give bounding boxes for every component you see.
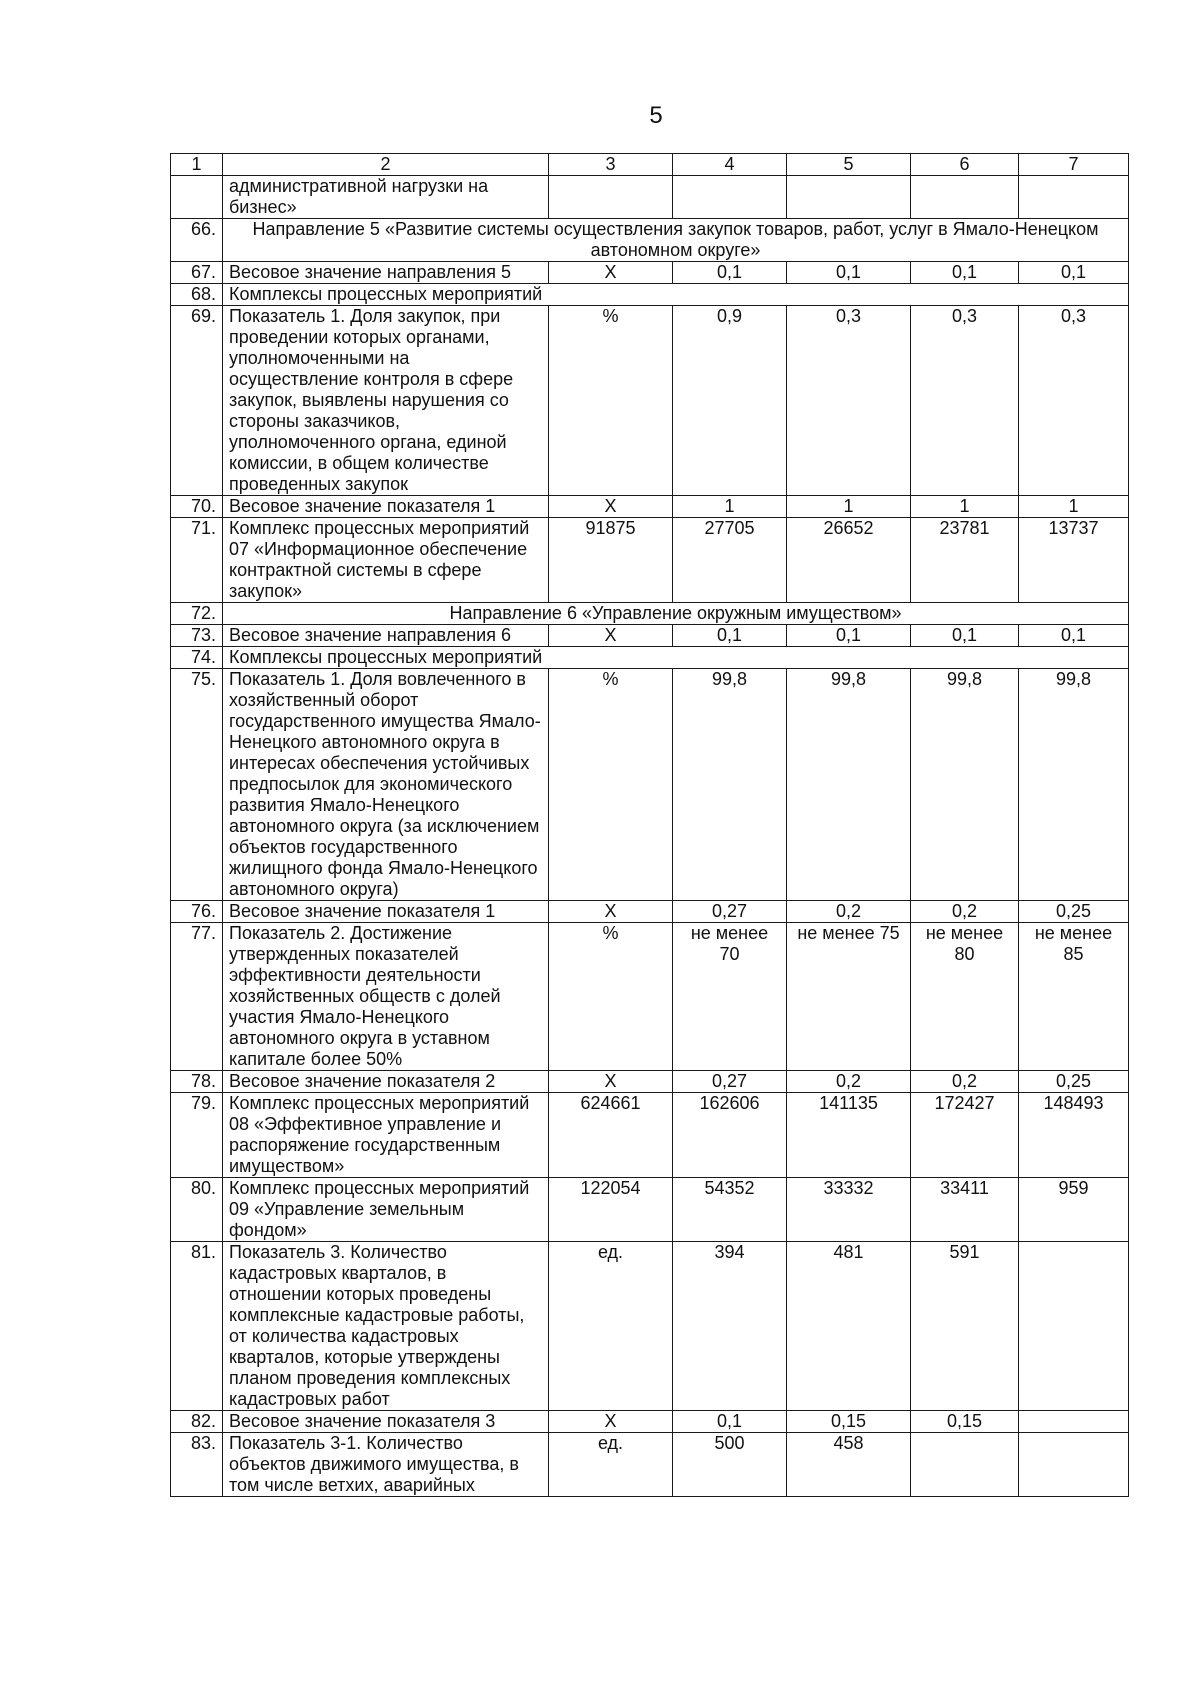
value-col-4: 27705 (673, 518, 787, 603)
value-col-6: 0,1 (911, 262, 1019, 284)
table-row (171, 669, 1129, 901)
value-col-5: 0,1 (787, 262, 911, 284)
value-col-3: ед. (549, 1433, 673, 1497)
row-number: 83. (171, 1433, 223, 1497)
table-row (171, 647, 1129, 669)
header-cell-7: 7 (1019, 154, 1129, 176)
value-col-3: 122054 (549, 1178, 673, 1242)
value-col-5: 0,3 (787, 306, 911, 496)
value-col-7: 148493 (1019, 1093, 1129, 1178)
header-cell-4: 4 (673, 154, 787, 176)
value-col-3: X (549, 496, 673, 518)
value-col-3: X (549, 262, 673, 284)
section-heading: Комплексы процессных мероприятий (223, 647, 1129, 669)
value-col-3: X (549, 1411, 673, 1433)
value-col-3: 91875 (549, 518, 673, 603)
row-description: Показатель 1. Доля закупок, при проведении которых органами, уполномоченными на осуществление контроля в сфере закупок, выявлены нарушения со стороны заказчиков, уполномоченного органа, единой комиссии, в общем количестве проведенных закупок (223, 306, 549, 496)
value-col-4: 0,1 (673, 262, 787, 284)
row-number: 71. (171, 518, 223, 603)
data-table (170, 153, 1129, 1497)
row-number: 78. (171, 1071, 223, 1093)
row-description: Весовое значение направления 6 (223, 625, 549, 647)
row-description: Весовое значение показателя 3 (223, 1411, 549, 1433)
header-cell-1: 1 (171, 154, 223, 176)
table-row (171, 1071, 1129, 1093)
value-col-7 (1019, 1411, 1129, 1433)
value-col-5: 99,8 (787, 669, 911, 901)
row-description: Комплекс процессных мероприятий 09 «Управление земельным фондом» (223, 1178, 549, 1242)
value-col-6: 0,2 (911, 1071, 1019, 1093)
row-number: 77. (171, 923, 223, 1071)
row-number: 66. (171, 219, 223, 262)
table-row (171, 1242, 1129, 1411)
value-col-7: 0,25 (1019, 1071, 1129, 1093)
value-col-5: 481 (787, 1242, 911, 1411)
value-col-7: 13737 (1019, 518, 1129, 603)
row-number: 68. (171, 284, 223, 306)
value-col-5: 0,2 (787, 901, 911, 923)
row-description: Показатель 3. Количество кадастровых кварталов, в отношении которых проведены комплексные кадастровые работы, от количества кадастровых кварталов, которые утверждены планом проведения комплексных кадастровых работ (223, 1242, 549, 1411)
row-number: 75. (171, 669, 223, 901)
value-col-3: X (549, 625, 673, 647)
value-col-6: 0,3 (911, 306, 1019, 496)
table-row (171, 306, 1129, 496)
value-col-5: 33332 (787, 1178, 911, 1242)
value-col-7: 0,3 (1019, 306, 1129, 496)
row-number: 81. (171, 1242, 223, 1411)
row-description: административной нагрузки на бизнес» (223, 176, 549, 219)
value-col-6: не менее 80 (911, 923, 1019, 1071)
row-number: 73. (171, 625, 223, 647)
section-heading: Комплексы процессных мероприятий (223, 284, 1129, 306)
section-heading: Направление 6 «Управление окружным имуществом» (223, 603, 1129, 625)
table-row (171, 901, 1129, 923)
value-col-5: 1 (787, 496, 911, 518)
value-col-5: 0,2 (787, 1071, 911, 1093)
value-col-3: % (549, 669, 673, 901)
value-col-4: 99,8 (673, 669, 787, 901)
value-col-5: 26652 (787, 518, 911, 603)
value-col-6: 1 (911, 496, 1019, 518)
section-heading: Направление 5 «Развитие системы осуществления закупок товаров, работ, услуг в Ямало-Ненецком автономном округе» (223, 219, 1129, 262)
value-col-5: 458 (787, 1433, 911, 1497)
table-row (171, 1178, 1129, 1242)
value-col-3: 624661 (549, 1093, 673, 1178)
value-col-5 (787, 176, 911, 219)
table-header-row (171, 154, 1129, 176)
row-number: 80. (171, 1178, 223, 1242)
value-col-6: 591 (911, 1242, 1019, 1411)
value-col-3: ед. (549, 1242, 673, 1411)
value-col-6: 23781 (911, 518, 1019, 603)
table-row (171, 923, 1129, 1071)
value-col-4: 162606 (673, 1093, 787, 1178)
header-cell-5: 5 (787, 154, 911, 176)
row-description: Комплекс процессных мероприятий 08 «Эффективное управление и распоряжение государственным имуществом» (223, 1093, 549, 1178)
value-col-4: 54352 (673, 1178, 787, 1242)
row-number: 76. (171, 901, 223, 923)
value-col-7 (1019, 1242, 1129, 1411)
row-number: 69. (171, 306, 223, 496)
table-row (171, 603, 1129, 625)
value-col-3: X (549, 901, 673, 923)
header-cell-2: 2 (223, 154, 549, 176)
value-col-4 (673, 176, 787, 219)
row-number: 72. (171, 603, 223, 625)
value-col-6: 33411 (911, 1178, 1019, 1242)
value-col-6: 99,8 (911, 669, 1019, 901)
value-col-5: не менее 75 (787, 923, 911, 1071)
value-col-7: 99,8 (1019, 669, 1129, 901)
value-col-6 (911, 1433, 1019, 1497)
value-col-6: 172427 (911, 1093, 1019, 1178)
value-col-7: не менее 85 (1019, 923, 1129, 1071)
row-number: 74. (171, 647, 223, 669)
table-row (171, 1433, 1129, 1497)
table-row (171, 625, 1129, 647)
value-col-6: 0,15 (911, 1411, 1019, 1433)
row-number: 82. (171, 1411, 223, 1433)
row-number (171, 176, 223, 219)
value-col-3: X (549, 1071, 673, 1093)
value-col-4: не менее 70 (673, 923, 787, 1071)
value-col-4: 0,27 (673, 1071, 787, 1093)
value-col-5: 0,15 (787, 1411, 911, 1433)
value-col-6 (911, 176, 1019, 219)
value-col-6: 0,2 (911, 901, 1019, 923)
row-description: Показатель 3-1. Количество объектов движимого имущества, в том числе ветхих, аварийных (223, 1433, 549, 1497)
value-col-5: 0,1 (787, 625, 911, 647)
table-row (171, 284, 1129, 306)
value-col-7 (1019, 176, 1129, 219)
value-col-3 (549, 176, 673, 219)
value-col-7: 0,1 (1019, 625, 1129, 647)
value-col-4: 500 (673, 1433, 787, 1497)
row-number: 70. (171, 496, 223, 518)
row-description: Показатель 1. Доля вовлеченного в хозяйственный оборот государственного имущества Ямало-Ненецкого автономного округа в интересах обеспечения устойчивых предпосылок для экономического развития Ямало-Ненецкого автономного округа (за исключением объектов государственного жилищного фонда Ямало-Ненецкого автономного округа) (223, 669, 549, 901)
value-col-4: 0,1 (673, 1411, 787, 1433)
row-description: Весовое значение показателя 1 (223, 901, 549, 923)
value-col-4: 1 (673, 496, 787, 518)
value-col-5: 141135 (787, 1093, 911, 1178)
value-col-7 (1019, 1433, 1129, 1497)
value-col-4: 0,27 (673, 901, 787, 923)
value-col-4: 394 (673, 1242, 787, 1411)
table-row (171, 1093, 1129, 1178)
value-col-6: 0,1 (911, 625, 1019, 647)
row-description: Весовое значение показателя 1 (223, 496, 549, 518)
value-col-7: 0,1 (1019, 262, 1129, 284)
page-number: 5 (649, 102, 663, 129)
table-row (171, 262, 1129, 284)
row-description: Показатель 2. Достижение утвержденных показателей эффективности деятельности хозяйственных обществ с долей участия Ямало-Ненецкого автономного округа в уставном капитале более 50% (223, 923, 549, 1071)
table-row (171, 176, 1129, 219)
table-row (171, 219, 1129, 262)
value-col-7: 0,25 (1019, 901, 1129, 923)
row-number: 79. (171, 1093, 223, 1178)
value-col-7: 959 (1019, 1178, 1129, 1242)
value-col-3: % (549, 923, 673, 1071)
row-number: 67. (171, 262, 223, 284)
value-col-4: 0,9 (673, 306, 787, 496)
table-row (171, 496, 1129, 518)
row-description: Весовое значение направления 5 (223, 262, 549, 284)
row-description: Весовое значение показателя 2 (223, 1071, 549, 1093)
table-row (171, 518, 1129, 603)
value-col-4: 0,1 (673, 625, 787, 647)
header-cell-3: 3 (549, 154, 673, 176)
value-col-3: % (549, 306, 673, 496)
row-description: Комплекс процессных мероприятий 07 «Информационное обеспечение контрактной системы в сфере закупок» (223, 518, 549, 603)
table-row (171, 1411, 1129, 1433)
header-cell-6: 6 (911, 154, 1019, 176)
value-col-7: 1 (1019, 496, 1129, 518)
